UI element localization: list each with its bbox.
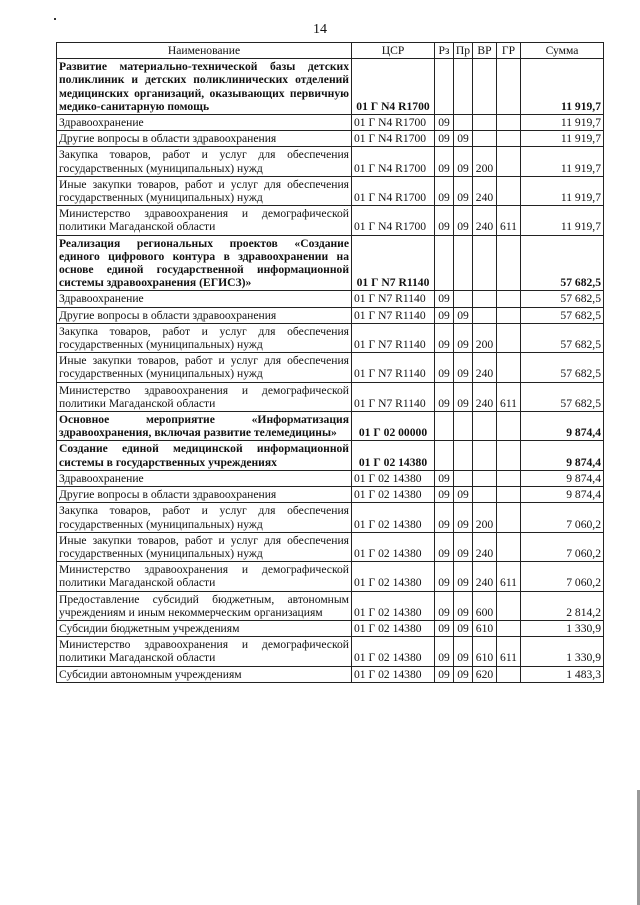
- table-row: [57, 637, 604, 666]
- cell-gr: [497, 323, 521, 352]
- cell-csr: 01 Г N4 R1700: [352, 176, 435, 205]
- table-header-row: [57, 43, 604, 59]
- cell-pr: 09: [454, 176, 473, 205]
- header-rz: Рз: [435, 43, 454, 59]
- cell-vr: 240: [473, 532, 497, 561]
- cell-name: Иные закупки товаров, работ и услуг для обеспечения государственных (муниципальных) нужд: [57, 176, 352, 205]
- cell-gr: [497, 59, 521, 115]
- cell-pr: 09: [454, 307, 473, 323]
- cell-gr: [497, 591, 521, 620]
- cell-sum: 1 330,9: [521, 637, 604, 666]
- scan-speck: [54, 18, 56, 20]
- table-row: [57, 666, 604, 682]
- cell-rz: 09: [435, 323, 454, 352]
- table-row: [57, 591, 604, 620]
- cell-name: Здравоохранение: [57, 115, 352, 131]
- cell-pr: 09: [454, 323, 473, 352]
- cell-gr: [497, 353, 521, 382]
- cell-gr: [497, 470, 521, 486]
- cell-name: Субсидии бюджетным учреждениям: [57, 620, 352, 636]
- cell-rz: 09: [435, 637, 454, 666]
- table-row: [57, 235, 604, 291]
- table-row: [57, 620, 604, 636]
- table-row: [57, 562, 604, 591]
- cell-csr: 01 Г 02 00000: [352, 412, 435, 441]
- table-body: [57, 59, 604, 683]
- cell-sum: 57 682,5: [521, 307, 604, 323]
- cell-vr: 200: [473, 503, 497, 532]
- table-row: [57, 382, 604, 411]
- cell-pr: 09: [454, 620, 473, 636]
- cell-pr: 09: [454, 353, 473, 382]
- table-row: [57, 487, 604, 503]
- cell-sum: 7 060,2: [521, 532, 604, 561]
- header-gr: ГР: [497, 43, 521, 59]
- cell-gr: 611: [497, 562, 521, 591]
- cell-sum: 7 060,2: [521, 503, 604, 532]
- cell-pr: 09: [454, 532, 473, 561]
- header-name: Наименование: [57, 43, 352, 59]
- cell-vr: 620: [473, 666, 497, 682]
- cell-pr: [454, 441, 473, 470]
- cell-name: Другие вопросы в области здравоохранения: [57, 307, 352, 323]
- cell-sum: 1 483,3: [521, 666, 604, 682]
- cell-sum: 11 919,7: [521, 206, 604, 235]
- cell-name: Министерство здравоохранения и демографической политики Магаданской области: [57, 382, 352, 411]
- cell-gr: [497, 503, 521, 532]
- cell-rz: 09: [435, 503, 454, 532]
- cell-csr: 01 Г N7 R1140: [352, 353, 435, 382]
- cell-pr: 09: [454, 487, 473, 503]
- cell-csr: 01 Г N7 R1140: [352, 291, 435, 307]
- cell-sum: 57 682,5: [521, 382, 604, 411]
- cell-sum: 11 919,7: [521, 115, 604, 131]
- table-row: [57, 353, 604, 382]
- cell-csr: 01 Г 02 14380: [352, 637, 435, 666]
- cell-name: Предоставление субсидий бюджетным, автономным учреждениям и иным некоммерческим организациям: [57, 591, 352, 620]
- cell-vr: [473, 307, 497, 323]
- cell-sum: 57 682,5: [521, 291, 604, 307]
- table-row: [57, 291, 604, 307]
- cell-pr: [454, 115, 473, 131]
- cell-csr: 01 Г 02 14380: [352, 503, 435, 532]
- cell-csr: 01 Г 02 14380: [352, 666, 435, 682]
- cell-gr: [497, 176, 521, 205]
- cell-rz: [435, 235, 454, 291]
- cell-pr: 09: [454, 637, 473, 666]
- cell-sum: 2 814,2: [521, 591, 604, 620]
- cell-vr: 610: [473, 620, 497, 636]
- cell-rz: 09: [435, 131, 454, 147]
- cell-name: Закупка товаров, работ и услуг для обеспечения государственных (муниципальных) нужд: [57, 503, 352, 532]
- cell-name: Иные закупки товаров, работ и услуг для обеспечения государственных (муниципальных) нужд: [57, 353, 352, 382]
- table-row: [57, 441, 604, 470]
- table-row: [57, 59, 604, 115]
- cell-vr: 240: [473, 382, 497, 411]
- table-row: [57, 115, 604, 131]
- cell-rz: [435, 412, 454, 441]
- cell-name: Закупка товаров, работ и услуг для обеспечения государственных (муниципальных) нужд: [57, 147, 352, 176]
- cell-vr: 240: [473, 176, 497, 205]
- cell-sum: 9 874,4: [521, 487, 604, 503]
- cell-csr: 01 Г N7 R1140: [352, 382, 435, 411]
- cell-vr: [473, 291, 497, 307]
- cell-rz: 09: [435, 206, 454, 235]
- cell-gr: 611: [497, 637, 521, 666]
- cell-name: Закупка товаров, работ и услуг для обеспечения государственных (муниципальных) нужд: [57, 323, 352, 352]
- header-csr: ЦСР: [352, 43, 435, 59]
- cell-sum: 11 919,7: [521, 59, 604, 115]
- cell-name: Министерство здравоохранения и демографической политики Магаданской области: [57, 637, 352, 666]
- cell-sum: 1 330,9: [521, 620, 604, 636]
- cell-vr: 600: [473, 591, 497, 620]
- cell-gr: [497, 620, 521, 636]
- cell-name: Субсидии автономным учреждениям: [57, 666, 352, 682]
- cell-rz: 09: [435, 470, 454, 486]
- table-row: [57, 131, 604, 147]
- cell-rz: 09: [435, 487, 454, 503]
- cell-sum: 57 682,5: [521, 323, 604, 352]
- cell-sum: 11 919,7: [521, 147, 604, 176]
- cell-name: Иные закупки товаров, работ и услуг для обеспечения государственных (муниципальных) нужд: [57, 532, 352, 561]
- cell-gr: [497, 441, 521, 470]
- cell-name: Министерство здравоохранения и демографической политики Магаданской области: [57, 562, 352, 591]
- cell-csr: 01 Г 02 14380: [352, 591, 435, 620]
- cell-vr: [473, 487, 497, 503]
- cell-rz: 09: [435, 291, 454, 307]
- cell-vr: 610: [473, 637, 497, 666]
- cell-name: Другие вопросы в области здравоохранения: [57, 487, 352, 503]
- cell-gr: [497, 147, 521, 176]
- cell-vr: 240: [473, 562, 497, 591]
- budget-table: [56, 42, 604, 683]
- cell-vr: 240: [473, 353, 497, 382]
- cell-gr: [497, 115, 521, 131]
- cell-gr: [497, 235, 521, 291]
- cell-pr: 09: [454, 591, 473, 620]
- table-row: [57, 206, 604, 235]
- cell-pr: [454, 291, 473, 307]
- cell-vr: [473, 412, 497, 441]
- cell-pr: [454, 59, 473, 115]
- cell-pr: 09: [454, 206, 473, 235]
- cell-rz: [435, 59, 454, 115]
- cell-rz: [435, 441, 454, 470]
- cell-pr: 09: [454, 503, 473, 532]
- cell-pr: 09: [454, 382, 473, 411]
- table-row: [57, 323, 604, 352]
- cell-rz: 09: [435, 666, 454, 682]
- header-sum: Сумма: [521, 43, 604, 59]
- cell-gr: [497, 131, 521, 147]
- cell-csr: 01 Г N4 R1700: [352, 131, 435, 147]
- cell-name: Другие вопросы в области здравоохранения: [57, 131, 352, 147]
- cell-vr: [473, 235, 497, 291]
- cell-vr: [473, 441, 497, 470]
- cell-csr: 01 Г 02 14380: [352, 470, 435, 486]
- cell-vr: 200: [473, 323, 497, 352]
- cell-gr: 611: [497, 206, 521, 235]
- cell-vr: [473, 115, 497, 131]
- cell-name: Здравоохранение: [57, 291, 352, 307]
- cell-pr: 09: [454, 131, 473, 147]
- cell-pr: [454, 235, 473, 291]
- cell-gr: [497, 412, 521, 441]
- cell-csr: 01 Г 02 14380: [352, 441, 435, 470]
- table-row: [57, 503, 604, 532]
- cell-gr: 611: [497, 382, 521, 411]
- page-number: 14: [313, 22, 327, 37]
- cell-vr: [473, 470, 497, 486]
- cell-rz: 09: [435, 591, 454, 620]
- header-vr: ВР: [473, 43, 497, 59]
- cell-name: Министерство здравоохранения и демографической политики Магаданской области: [57, 206, 352, 235]
- cell-rz: 09: [435, 147, 454, 176]
- cell-name: Здравоохранение: [57, 470, 352, 486]
- cell-sum: 11 919,7: [521, 131, 604, 147]
- cell-vr: 200: [473, 147, 497, 176]
- cell-csr: 01 Г 02 14380: [352, 562, 435, 591]
- header-pr: Пр: [454, 43, 473, 59]
- cell-sum: 9 874,4: [521, 470, 604, 486]
- cell-rz: 09: [435, 115, 454, 131]
- cell-csr: 01 Г N4 R1700: [352, 206, 435, 235]
- table-row: [57, 470, 604, 486]
- cell-csr: 01 Г N4 R1700: [352, 59, 435, 115]
- cell-gr: [497, 532, 521, 561]
- cell-rz: 09: [435, 562, 454, 591]
- cell-csr: 01 Г N7 R1140: [352, 235, 435, 291]
- cell-gr: [497, 666, 521, 682]
- cell-pr: [454, 470, 473, 486]
- cell-rz: 09: [435, 307, 454, 323]
- cell-gr: [497, 307, 521, 323]
- cell-csr: 01 Г N4 R1700: [352, 115, 435, 131]
- cell-sum: 11 919,7: [521, 176, 604, 205]
- cell-pr: 09: [454, 666, 473, 682]
- cell-rz: 09: [435, 353, 454, 382]
- table-row: [57, 532, 604, 561]
- cell-pr: [454, 412, 473, 441]
- table-row: [57, 412, 604, 441]
- cell-rz: 09: [435, 176, 454, 205]
- table-row: [57, 307, 604, 323]
- cell-csr: 01 Г 02 14380: [352, 487, 435, 503]
- cell-csr: 01 Г 02 14380: [352, 532, 435, 561]
- cell-csr: 01 Г N7 R1140: [352, 307, 435, 323]
- cell-gr: [497, 487, 521, 503]
- cell-name: Создание единой медицинской информационной системы в государственных учреждениях: [57, 441, 352, 470]
- cell-sum: 7 060,2: [521, 562, 604, 591]
- table-row: [57, 147, 604, 176]
- cell-sum: 57 682,5: [521, 353, 604, 382]
- cell-pr: 09: [454, 147, 473, 176]
- cell-rz: 09: [435, 620, 454, 636]
- cell-name: Развитие материально-технической базы детских поликлиник и детских поликлинических отделений медицинских организаций, оказывающих первичную медико-санитарную помощь: [57, 59, 352, 115]
- cell-csr: 01 Г N4 R1700: [352, 147, 435, 176]
- table-row: [57, 176, 604, 205]
- cell-pr: 09: [454, 562, 473, 591]
- cell-sum: 9 874,4: [521, 412, 604, 441]
- cell-rz: 09: [435, 532, 454, 561]
- cell-vr: [473, 59, 497, 115]
- cell-csr: 01 Г N7 R1140: [352, 323, 435, 352]
- cell-gr: [497, 291, 521, 307]
- cell-vr: 240: [473, 206, 497, 235]
- cell-name: Реализация региональных проектов «Создание единого цифрового контура в здравоохранении на основе единой государственной информационной системы здравоохранения (ЕГИСЗ)»: [57, 235, 352, 291]
- cell-rz: 09: [435, 382, 454, 411]
- cell-sum: 9 874,4: [521, 441, 604, 470]
- cell-sum: 57 682,5: [521, 235, 604, 291]
- cell-name: Основное мероприятие «Информатизация здравоохранения, включая развитие телемедицины»: [57, 412, 352, 441]
- cell-vr: [473, 131, 497, 147]
- cell-csr: 01 Г 02 14380: [352, 620, 435, 636]
